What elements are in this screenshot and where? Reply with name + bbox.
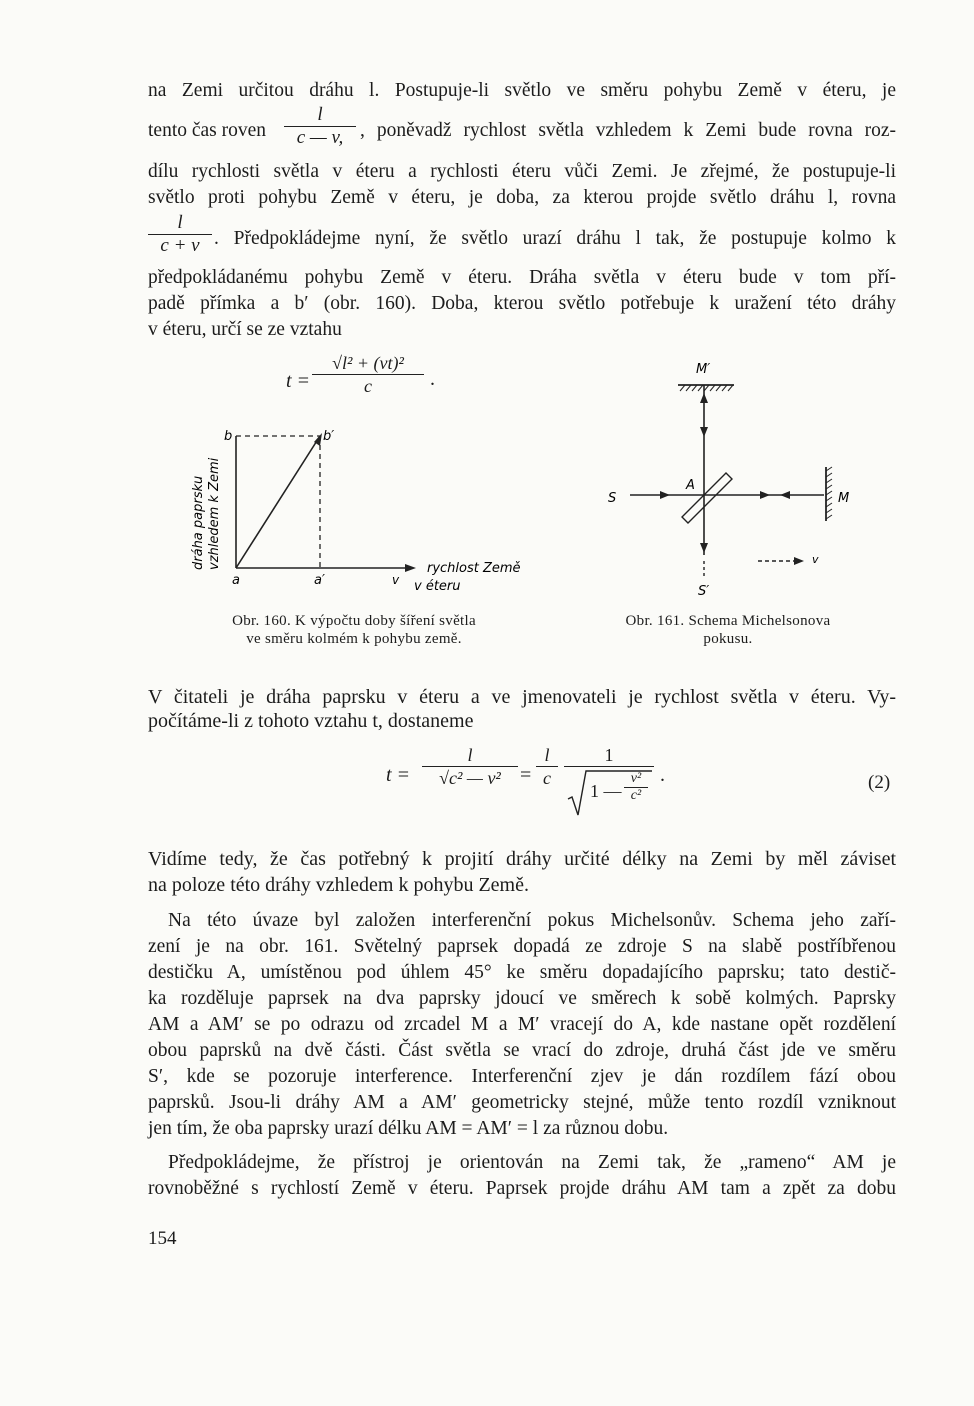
text-line: , poněvadž rychlost světla vzhledem k Zemi bude rovna roz- [360,120,896,141]
caption-line: ve směru kolmém k pohybu země. [246,631,462,647]
text-line: předpokládanému pohybu Země v éteru. Dráha světla v éteru bude v tom pří- [148,267,896,288]
label-s: S [608,491,617,506]
y-label-line2: vzhledem k Zemi [207,457,222,570]
text-line: Na této úvaze byl založen interferenční pokus Michelsonův. Schema jeho zaří- [168,910,896,931]
text-line: počítáme-li z tohoto vztahu t, dostaneme [148,710,474,732]
page-number: 154 [148,1228,177,1249]
text-line: jen tím, že oba paprsky urazí délku AM = AM′ = l za různou dobu. [148,1118,669,1139]
y-label-line1: dráha paprsku [191,475,206,570]
inner-numerator: v² [630,771,642,786]
figure-161-caption [592,612,864,648]
arrow-head [405,564,416,572]
text-line: světlo proti pohybu Země v éteru, je doba, za kterou projde světlo dráhu l, rovna [148,187,896,208]
label-s-prime: S′ [698,584,710,599]
equation-period: . [660,764,665,786]
arrow-down [700,543,708,553]
text-line: padě přímka a b′ (obr. 160). Doba, kterou světlo potřebuje k uražení této dráhy [148,293,896,314]
equation-denominator: c [364,376,372,396]
caption-line: pokusu. [703,631,753,647]
caption-line: Obr. 161. Schema Michelsonova [625,613,831,629]
text-line: . Předpokládejme nyní, že světlo urazí dráhu l tak, že postupuje kolmo k [214,228,896,249]
arrow-right [794,557,804,565]
text-line: rovnoběžné s rychlostí Země v éteru. Paprsek projde dráhu AM tam a zpět za dobu [148,1178,896,1199]
equation-fraction [422,744,518,789]
text-line: destičku A, umístěnou pod úhlem 45° ke směru dopadajícího paprsku; tato destič- [148,962,896,983]
text-line: AM a AM′ se po odrazu od zrcadel M a M′ vracejí do A, kde nastane opět rozdělení [148,1014,896,1035]
inner-fraction [624,771,648,804]
equation-denominator: c [543,768,551,788]
x-label-line1: rychlost Země [427,561,521,576]
text-line: S′, kde se pozoruje interference. Interferenční zjev je dán rozdílem fází obou [148,1066,896,1087]
text-line: na poloze této dráhy vzhledem k pohybu Země. [148,874,529,896]
equation-denominator: √c² — v² [439,768,501,788]
text-line: V čitateli je dráha paprsku v éteru a ve jmenovateli je rychlost světla v éteru. Vy- [148,686,896,708]
equation-lhs: t = [386,764,411,786]
label-a: A [686,478,695,493]
fraction-denominator: c + v [160,235,200,256]
fraction-numerator: l [177,212,183,233]
equation-period: . [430,368,435,390]
text-line: Předpokládejme, že přístroj je orientován na Zemi tak, že „rameno“ AM je [168,1152,896,1173]
x-label-line2: v éteru [414,579,461,594]
label-m-prime: M′ [696,362,711,377]
label-b-prime: b′ [323,429,335,444]
path-ab-prime [236,436,320,568]
figure-160 [180,420,540,600]
text-line: obou paprsků na dvě části. Část světla se vrací do zdroje, druhá část jde ve směru [148,1040,896,1061]
inner-denominator: c² [630,788,642,803]
equation-number: (2) [868,772,891,793]
fraction-denominator: c — v, [296,127,344,148]
equation-denominator [564,767,654,817]
mirror-m-hatch [826,467,832,519]
equation-fraction [564,744,654,817]
text-line: v éteru, určí se ze vztahu [148,319,342,340]
figure-161 [590,355,870,600]
text-line: zení je na obr. 161. Světelný paprsek dopadá ze zdroje S na slabě postříbřenou [148,936,896,957]
equation-numerator: l [544,745,550,765]
label-b: b [224,429,233,444]
arrow-right [660,491,670,499]
radicand-part: 1 — [590,781,622,801]
arrow-left [780,491,790,499]
text-line: paprsků. Jsou-li dráhy AM a AM′ geometricky stejné, může tento rozdíl vzniknout [148,1092,896,1113]
figure-160-caption [186,612,522,648]
text-line: dílu rychlosti světla v éteru a rychlosti éteru vůči Zemi. Je zřejmé, že postupuje-li [148,161,896,182]
text-line: ka rozděluje paprsek na dva paprsky jdoucí ve směrech k sobě kolmých. Paprsky [148,988,896,1009]
equation-numerator: √l² + (vt)² [332,353,404,373]
label-m: M [838,491,850,506]
equation-equals: = [520,764,532,786]
arrow-up [700,393,708,403]
label-a-prime: a′ [314,573,325,588]
fraction-numerator: l [317,104,323,125]
equation-fraction [312,352,424,397]
text-line: na Zemi určitou dráhu l. Postupuje-li světlo ve směru pohybu Země v éteru, je [148,80,896,101]
equation-lhs: t = [286,370,311,392]
equation-fraction [536,744,558,789]
equation-numerator: l [467,745,473,765]
arrow-right [760,491,770,499]
arrow-down [700,427,708,437]
label-v: v [392,573,400,587]
text-line: Vidíme tedy, že čas potřebný k projití dráhy určité délky na Zemi by měl záviset [148,848,896,870]
label-a: a [232,573,240,588]
label-v: v [812,553,819,566]
fraction [148,212,212,257]
caption-line: Obr. 160. K výpočtu doby šíření světla [232,613,476,629]
equation-numerator: 1 [604,745,614,765]
fraction [284,104,356,149]
text-line: tento čas roven [148,120,267,141]
